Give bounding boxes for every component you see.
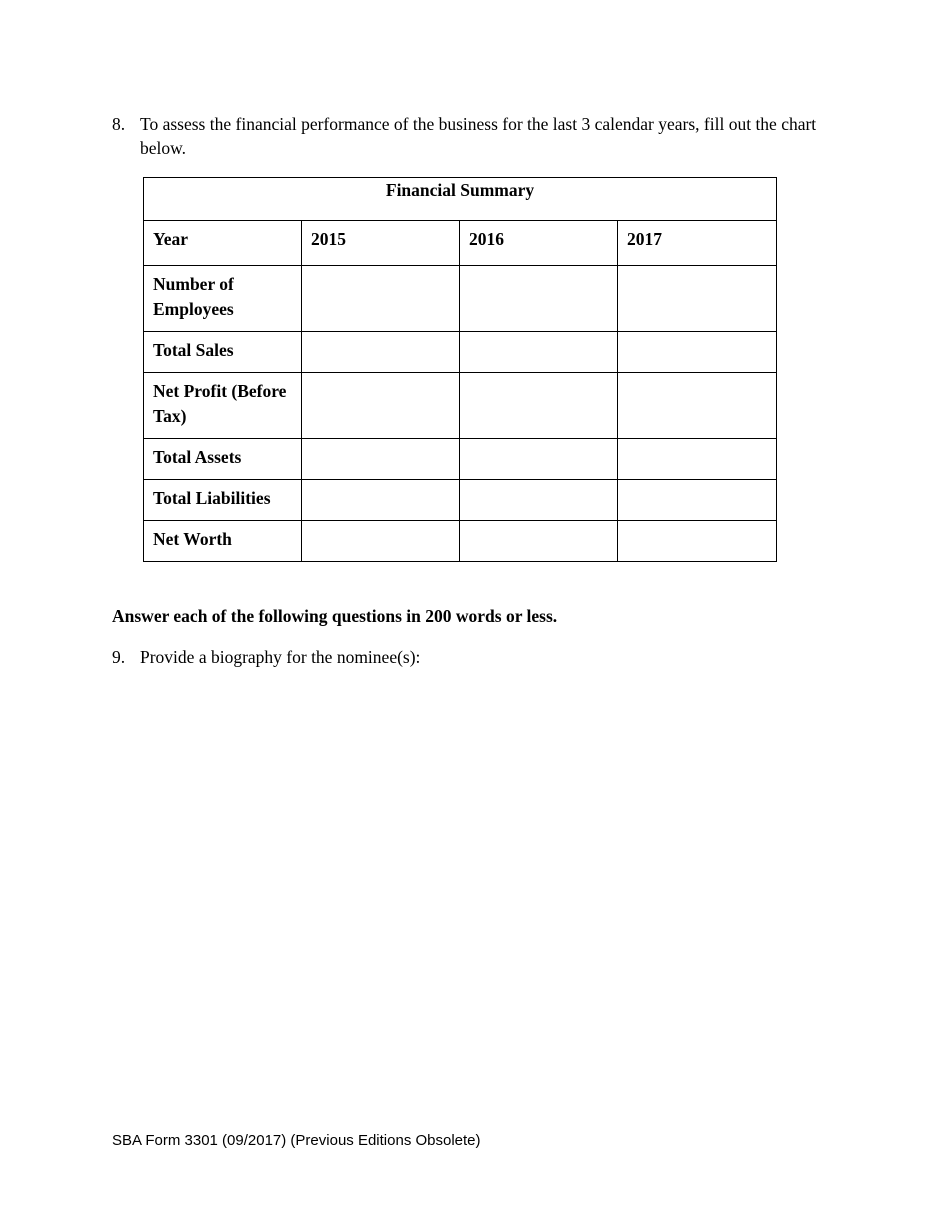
input-cell-assets-2016[interactable] (460, 439, 618, 480)
question-number: 9. (112, 647, 126, 667)
input-cell-profit-2015[interactable] (302, 373, 460, 439)
row-label: Total Liabilities (153, 488, 271, 508)
year-label: Year (153, 229, 188, 249)
cell-value[interactable] (618, 439, 776, 445)
form-footer: SBA Form 3301 (09/2017) (Previous Editions Obsolete) (112, 1132, 481, 1149)
cell-value[interactable] (302, 332, 459, 338)
cell-value[interactable] (618, 266, 776, 272)
input-cell-assets-2015[interactable] (302, 439, 460, 480)
cell-value[interactable] (302, 266, 459, 272)
row-label-cell (144, 521, 302, 562)
year-2016-cell (460, 221, 618, 266)
table-row (144, 332, 777, 373)
answer-instructions: Answer each of the following questions in 200 words or less. (112, 606, 558, 626)
row-label: Total Sales (153, 340, 234, 360)
row-label: Net Profit (Before Tax) (153, 381, 287, 426)
cell-value[interactable] (618, 332, 776, 338)
input-cell-employees-2016[interactable] (460, 266, 618, 332)
input-cell-sales-2017[interactable] (618, 332, 777, 373)
year-2015-cell (302, 221, 460, 266)
question-number: 8. (112, 114, 126, 134)
input-cell-assets-2017[interactable] (618, 439, 777, 480)
question-9 (112, 645, 832, 669)
question-8 (112, 112, 832, 160)
cell-value[interactable] (460, 521, 617, 527)
year-header: 2017 (627, 229, 662, 249)
year-label-cell (144, 221, 302, 266)
cell-value[interactable] (302, 439, 459, 445)
cell-value[interactable] (302, 521, 459, 527)
cell-value[interactable] (302, 373, 459, 379)
row-label-cell (144, 373, 302, 439)
question-text: Provide a biography for the nominee(s): (140, 647, 421, 667)
input-cell-profit-2016[interactable] (460, 373, 618, 439)
input-cell-profit-2017[interactable] (618, 373, 777, 439)
input-cell-sales-2015[interactable] (302, 332, 460, 373)
table-row (144, 521, 777, 562)
row-label: Total Assets (153, 447, 242, 467)
cell-value[interactable] (460, 439, 617, 445)
cell-value[interactable] (618, 480, 776, 486)
row-label-cell (144, 332, 302, 373)
cell-value[interactable] (302, 480, 459, 486)
financial-summary-table (143, 177, 777, 562)
input-cell-liabilities-2015[interactable] (302, 480, 460, 521)
table-row (144, 480, 777, 521)
input-cell-sales-2016[interactable] (460, 332, 618, 373)
input-cell-liabilities-2017[interactable] (618, 480, 777, 521)
year-2017-cell (618, 221, 777, 266)
year-header: 2015 (311, 229, 346, 249)
cell-value[interactable] (460, 332, 617, 338)
cell-value[interactable] (460, 480, 617, 486)
row-label: Net Worth (153, 529, 232, 549)
input-cell-liabilities-2016[interactable] (460, 480, 618, 521)
input-cell-networth-2015[interactable] (302, 521, 460, 562)
table-header-row (144, 221, 777, 266)
table-row (144, 439, 777, 480)
cell-value[interactable] (460, 266, 617, 272)
table-title: Financial Summary (144, 178, 777, 221)
input-cell-networth-2016[interactable] (460, 521, 618, 562)
cell-value[interactable] (618, 521, 776, 527)
input-cell-employees-2015[interactable] (302, 266, 460, 332)
cell-value[interactable] (618, 373, 776, 379)
table-row (144, 266, 777, 332)
table-row (144, 373, 777, 439)
row-label-cell (144, 439, 302, 480)
row-label-cell (144, 266, 302, 332)
row-label: Number of Employees (153, 274, 234, 319)
row-label-cell (144, 480, 302, 521)
question-text: To assess the financial performance of the business for the last 3 calendar years, fill out the chart below. (140, 114, 817, 158)
input-cell-networth-2017[interactable] (618, 521, 777, 562)
input-cell-employees-2017[interactable] (618, 266, 777, 332)
year-header: 2016 (469, 229, 504, 249)
cell-value[interactable] (460, 373, 617, 379)
